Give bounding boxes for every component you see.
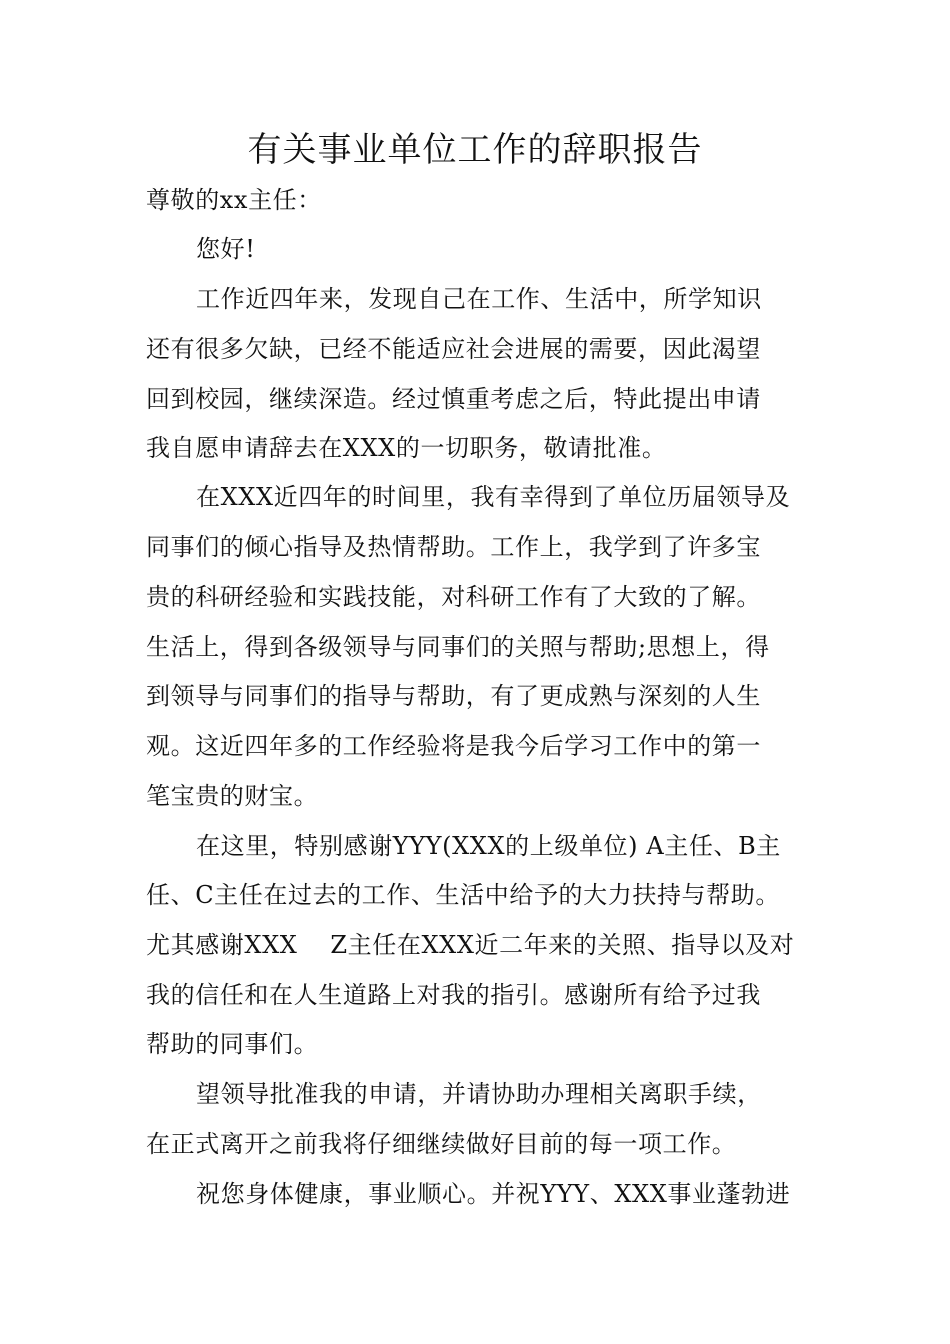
body-line: 回到校园，继续深造。经过慎重考虑之后，特此提出申请 [146,385,761,413]
body-line: 生活上，得到各级领导与同事们的关照与帮助;思想上，得 [146,633,770,661]
body-line: 望领导批准我的申请，并请协助办理相关离职手续， [196,1080,762,1108]
body-line: 在正式离开之前我将仔细继续做好目前的每一项工作。 [146,1130,737,1158]
body-line: 尤其感谢XXX Z主任在XXX近二年来的关照、指导以及对 [146,931,795,959]
salutation-line: 尊敬的xx主任： [146,186,322,214]
body-line: 在XXX近四年的时间里，我有幸得到了单位历届领导及 [196,483,791,511]
body-line: 帮助的同事们。 [146,1030,319,1058]
body-line: 我的信任和在人生道路上对我的指引。感谢所有给予过我 [146,981,761,1009]
body-line: 贵的科研经验和实践技能，对科研工作有了大致的了解。 [146,583,761,611]
body-line: 同事们的倾心指导及热情帮助。工作上，我学到了许多宝 [146,533,761,561]
body-line: 还有很多欠缺，已经不能适应社会进展的需要，因此渴望 [146,335,761,363]
body-line: 我自愿申请辞去在XXX的一切职务，敬请批准。 [146,434,667,462]
document-title: 有关事业单位工作的辞职报告 [247,130,703,170]
body-line: 笔宝贵的财宝。 [146,782,319,810]
body-line: 观。这近四年多的工作经验将是我今后学习工作中的第一 [146,732,761,760]
greeting-line: 您好! [196,235,256,263]
body-line: 到领导与同事们的指导与帮助，有了更成熟与深刻的人生 [146,682,761,710]
body-line: 工作近四年来，发现自己在工作、生活中，所学知识 [196,285,762,313]
body-line: 在这里，特别感谢YYY(XXX的上级单位) A主任、B主 [196,832,781,860]
body-line: 任、C主任在过去的工作、生活中给予的大力扶持与帮助。 [146,881,780,909]
closing-line: 祝您身体健康，事业顺心。并祝YYY、XXX事业蓬勃进 [196,1180,791,1208]
